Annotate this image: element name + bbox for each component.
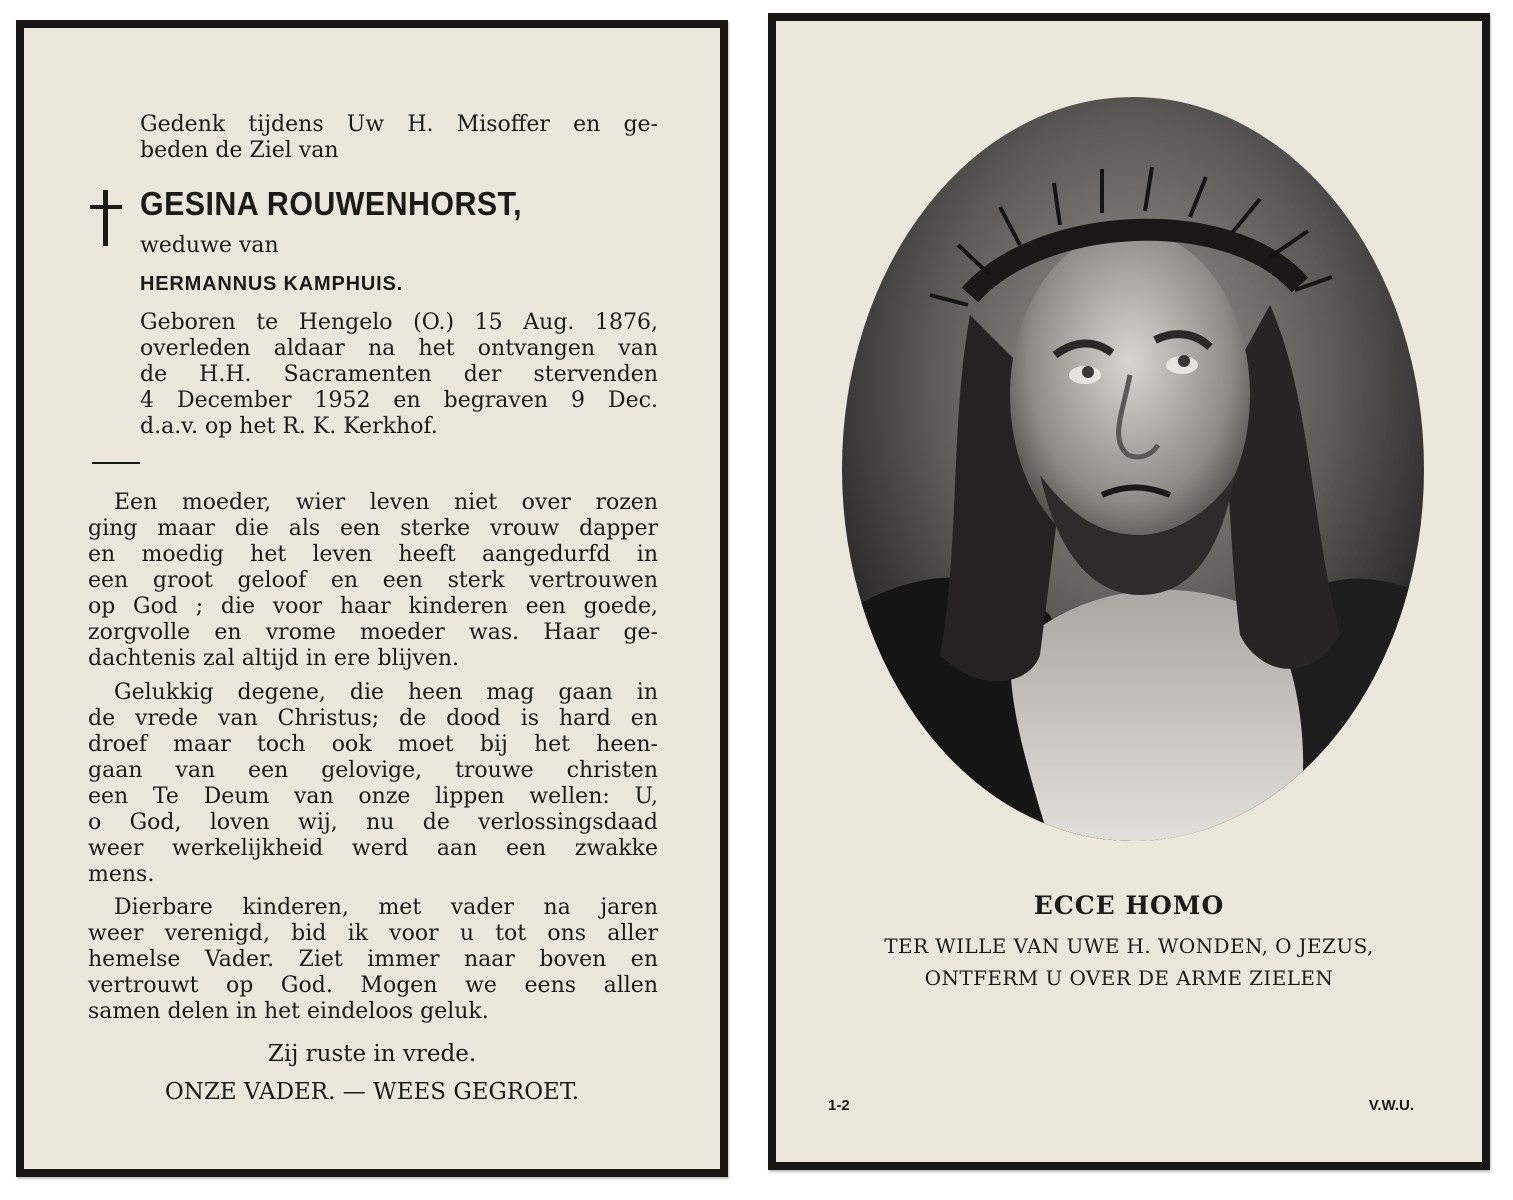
detail-line: overleden aldaar na het ontvangen van xyxy=(140,336,658,361)
image-title: ECCE HOMO xyxy=(1033,891,1225,920)
paragraph-line: hemelse Vader. Ziet immer naar boven en xyxy=(88,947,658,972)
paragraph-line: droef maar toch ook moet bij het heen- xyxy=(88,732,658,757)
detail-line: de H.H. Sacramenten der stervenden xyxy=(140,362,658,387)
paragraph-christ xyxy=(88,680,658,888)
detail-line: Geboren te Hengelo (O.) 15 Aug. 1876, xyxy=(140,310,658,335)
birth-death-details xyxy=(140,310,658,440)
paragraph-line: op God ; die voor haar kinderen een goede, xyxy=(88,594,658,619)
prayer-line: TER WILLE VAN UWE H. WONDEN, O JEZUS, xyxy=(884,934,1374,958)
paragraph-children xyxy=(88,895,658,1025)
prayer-line: ONTFERM U OVER DE ARME ZIELEN xyxy=(924,966,1334,990)
paragraph-line: Gelukkig degene, die heen mag gaan in xyxy=(114,680,658,705)
paragraph-line: Dierbare kinderen, met vader na jaren xyxy=(114,895,658,920)
widow-of-text: weduwe van xyxy=(140,233,279,258)
paragraph-line: ging maar die als een sterke vrouw dapper xyxy=(88,516,658,541)
print-number: 1-2 xyxy=(828,1097,850,1114)
paragraph-line: en moedig het leven heeft aangedurfd in xyxy=(88,542,658,567)
ecce-homo-portrait xyxy=(840,95,1426,843)
memorial-card-image-side xyxy=(768,13,1490,1170)
paragraph-line: een groot geloof en een sterk vertrouwen xyxy=(88,568,658,593)
rest-in-peace: Zij ruste in vrede. xyxy=(267,1041,477,1067)
memorial-card-text-side xyxy=(16,20,728,1177)
prayers-line: ONZE VADER. — WEES GEGROET. xyxy=(164,1079,580,1105)
paragraph-line: de vrede van Christus; de dood is hard en xyxy=(88,706,658,731)
printer-mark: V.W.U. xyxy=(1368,1097,1414,1114)
paragraph-line: een Te Deum van onze lippen wellen: U, xyxy=(88,784,658,809)
detail-line: d.a.v. op het R. K. Kerkhof. xyxy=(140,414,438,439)
paragraph-line: mens. xyxy=(88,862,155,887)
detail-line: 4 December 1952 en begraven 9 Dec. xyxy=(140,388,658,413)
paragraph-line: samen delen in het eindeloos geluk. xyxy=(88,999,489,1024)
paragraph-line: gaan van een gelovige, trouwe christen xyxy=(88,758,658,783)
cross-icon xyxy=(86,188,126,248)
paragraph-line: Een moeder, wier leven niet over rozen xyxy=(114,490,658,515)
intro-text xyxy=(140,112,658,164)
husband-name: HERMANNUS KAMPHUIS. xyxy=(140,273,403,295)
paragraph-line: vertrouwt op God. Mogen we eens allen xyxy=(88,973,658,998)
deceased-name: GESINA ROUWENHORST, xyxy=(140,185,523,222)
paragraph-line: o God, loven wij, nu de verlossingsdaad xyxy=(88,810,658,835)
divider xyxy=(92,462,140,464)
intro-line: beden de Ziel van xyxy=(140,138,339,163)
paragraph-line: dachtenis zal altijd in ere blijven. xyxy=(88,646,460,671)
paragraph-line: weer verenigd, bid ik voor u tot ons aller xyxy=(88,921,658,946)
intro-line: Gedenk tijdens Uw H. Misoffer en ge- xyxy=(140,112,658,137)
paragraph-line: zorgvolle en vrome moeder was. Haar ge- xyxy=(88,620,658,645)
paragraph-line: weer werkelijkheid werd aan een zwakke xyxy=(88,836,658,861)
paragraph-mother xyxy=(88,490,658,672)
